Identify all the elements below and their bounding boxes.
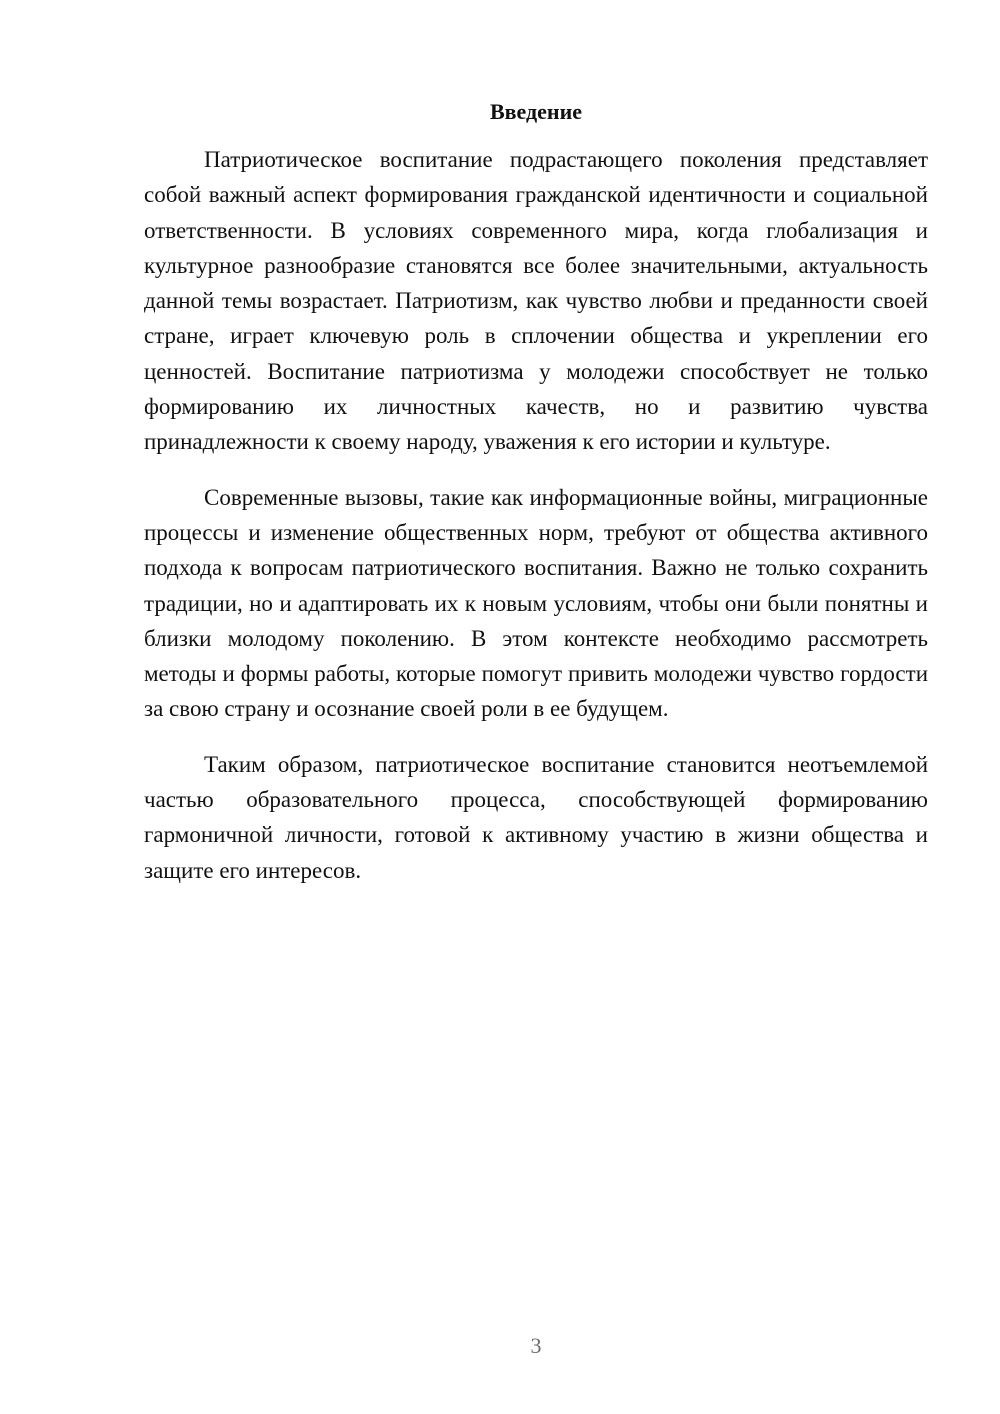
paragraph-3: Таким образом, патриотическое воспитание становится неотъемлемой частью образовательного процесса, способствующей формированию гармоничной личности, готовой к активному участию в жизни общества и защите его интересов. [144,751,928,883]
section-heading: Введение [489,99,583,124]
body-text [144,142,928,908]
paragraph-2: Современные вызовы, такие как информационные войны, миграционные процессы и изменение общественных норм, требуют от общества активного подхода к вопросам патриотического воспитания. Важно не только сохранить традиции, но и адаптировать их к новым условиям, чтобы они были понятны и близки молодому поколению. В этом контексте необходимо рассмотреть методы и формы работы, которые помогут привить молодежи чувство гордости за свою страну и осознание своей роли в ее будущем. [144,484,928,722]
page-number: 3 [530,1333,542,1358]
paragraph-1: Патриотическое воспитание подрастающего поколения представляет собой важный аспект формирования гражданской идентичности и социальной ответственности. В условиях современного мира, когда глобализация и культурное разнообразие становятся все более значительными, актуальность данной темы возрастает. Патриотизм, как чувство любви и преданности своей стране, играет ключевую роль в сплочении общества и укреплении его ценностей. Воспитание патриотизма у молодежи способствует не только формированию их личностных качеств, но и развитию чувства принадлежности к своему народу, уважения к его истории и культуре. [144,147,928,455]
